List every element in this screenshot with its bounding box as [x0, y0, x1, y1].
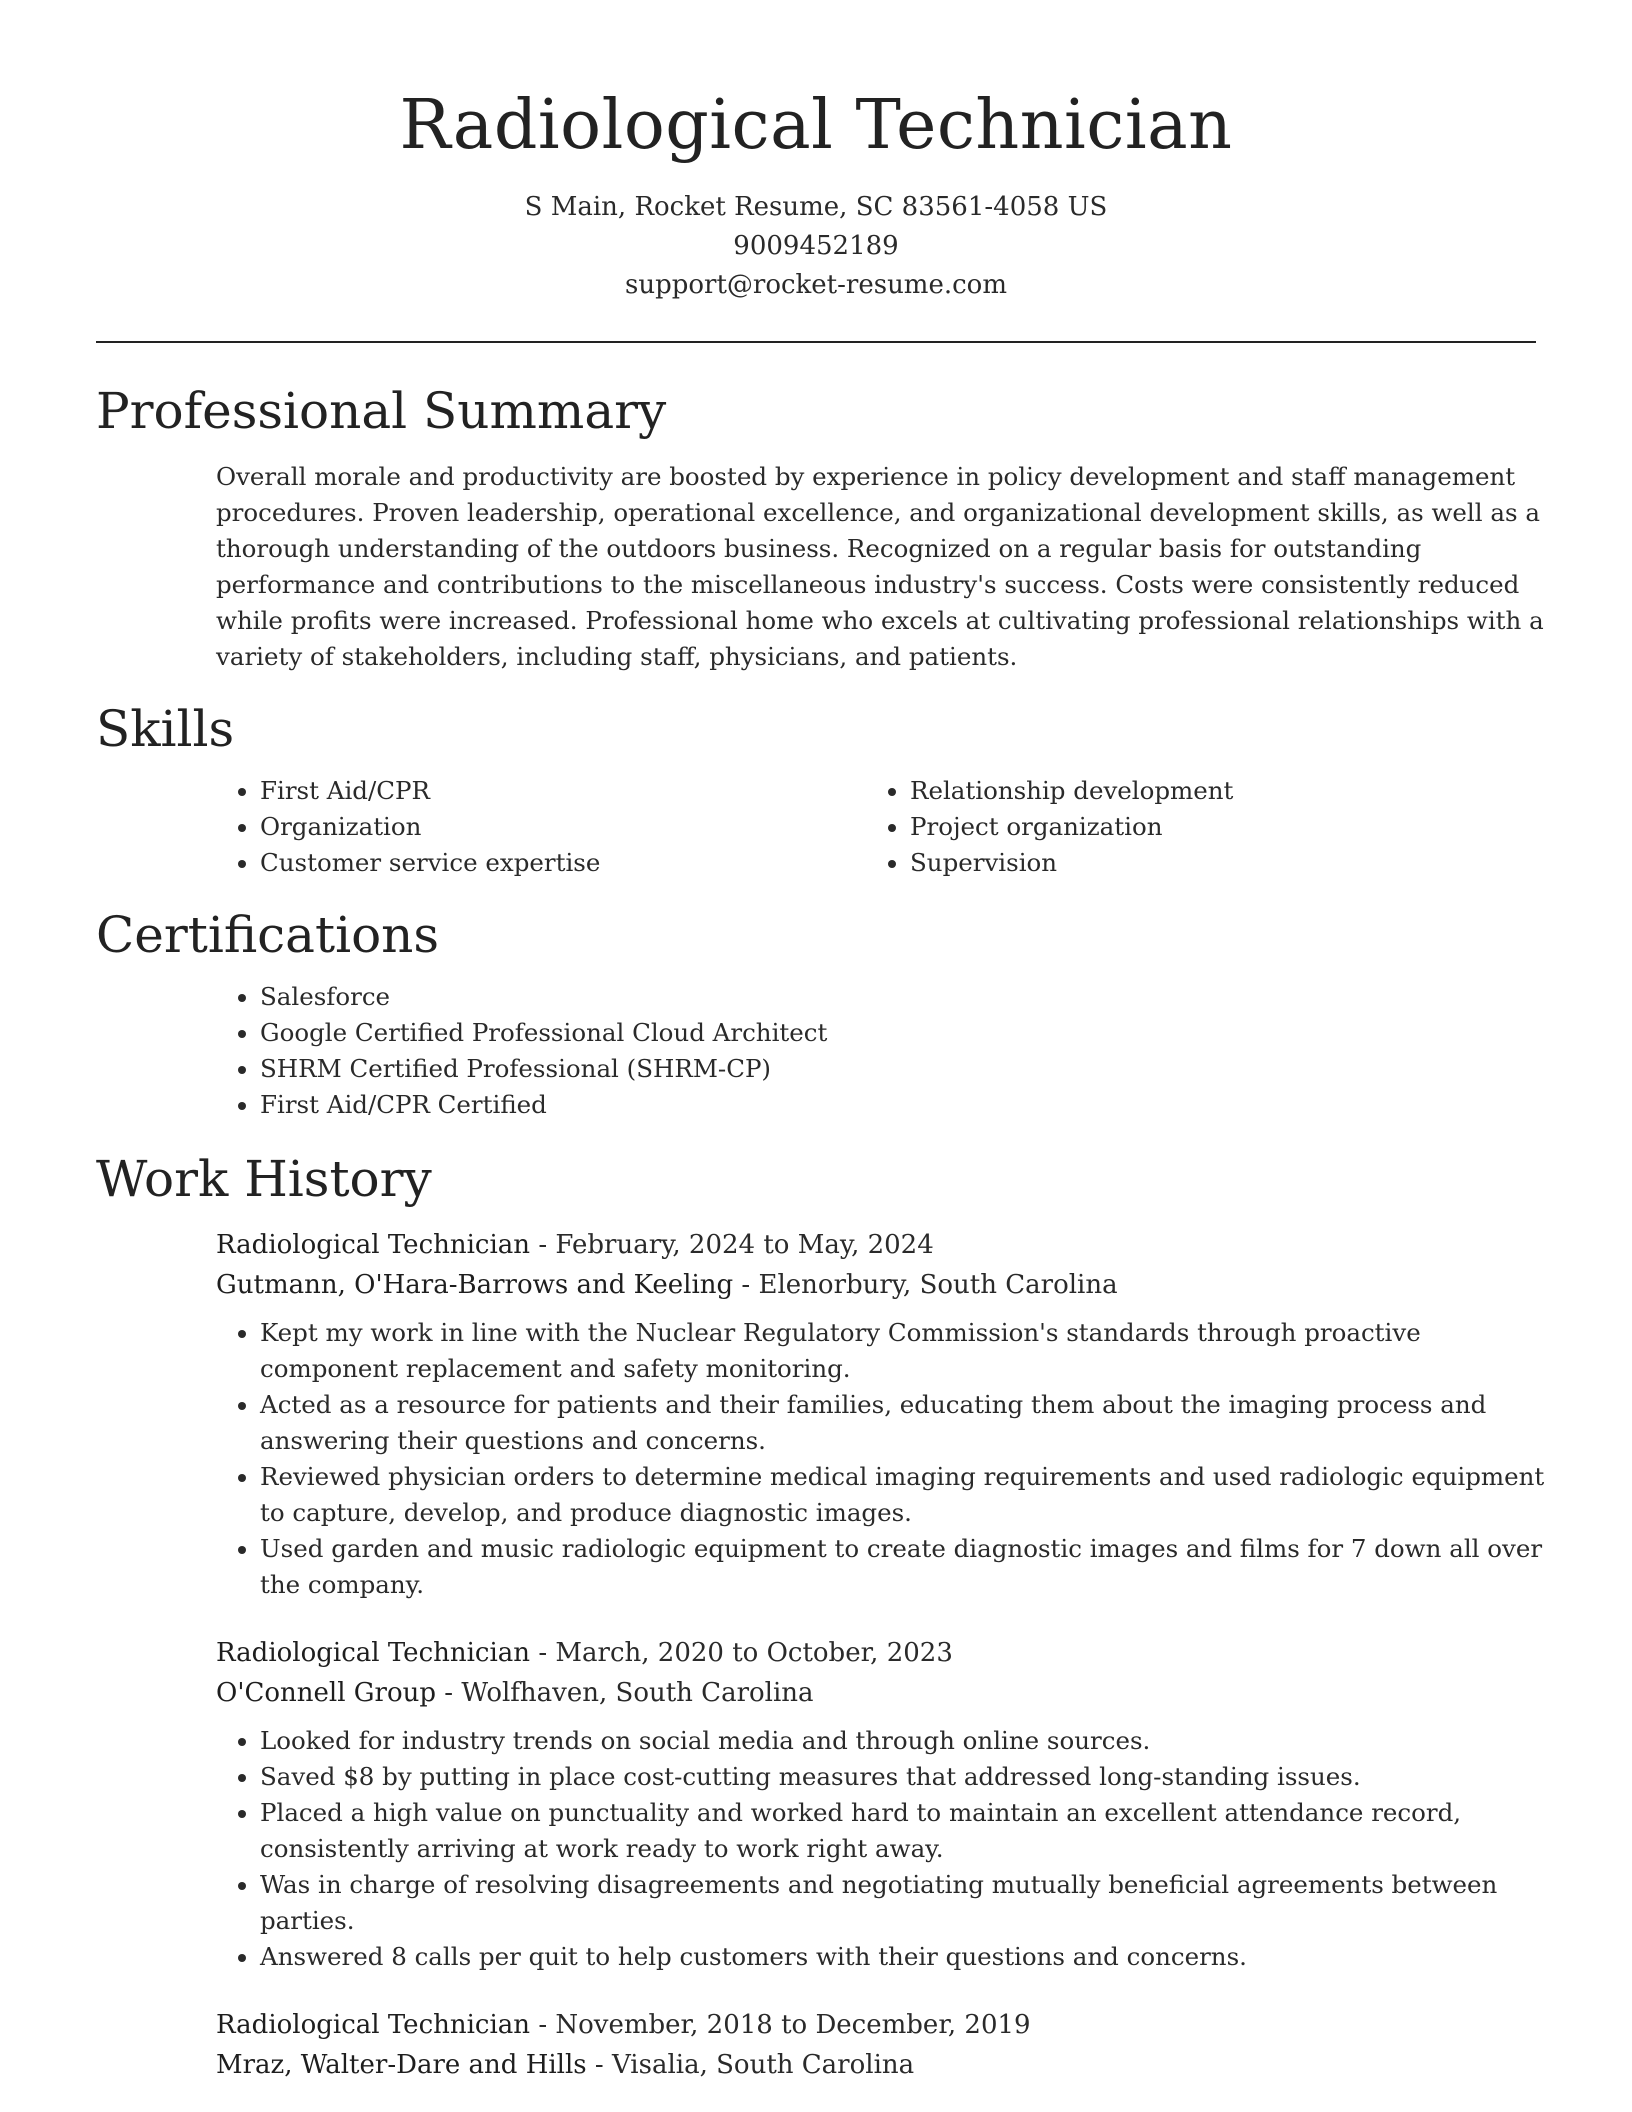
- contact-email: support@rocket-resume.com: [624, 270, 1007, 300]
- contact-phone: 9009452189: [733, 231, 899, 261]
- job-company-line: Gutmann, O'Hara-Barrows and Keeling - Elenorbury, South Carolina: [216, 1270, 1118, 1300]
- skills-column-right: [866, 773, 1516, 881]
- summary-text: Overall morale and productivity are boosted by experience in policy development and staff management procedures. Proven leadership, operational excellence, and organizational development skills, as well as a thorough understanding of the outdoors business. Recognized on a regular basis for outstanding performance and contributions to the miscellaneous industry's success. Costs were consistently reduced while profits were increased. Professional home who excels at cultivating professional relationships with a variety of stakeholders, including staff, physicians, and patients.: [216, 462, 1544, 671]
- job-dates: February, 2024 to May, 2024: [555, 1230, 934, 1260]
- job-title-line: Radiological Technician - February, 2024 to May, 2024: [216, 1230, 934, 1260]
- job-entry: [216, 2005, 1536, 2085]
- work-history-section: [96, 1147, 1545, 2085]
- job-bullet: • Saved $8 by putting in place cost-cutting measures that addressed long-standing issues.: [260, 1759, 1550, 1795]
- job-bullets: [216, 1723, 1536, 1975]
- skill-item: • Supervision: [910, 845, 1516, 881]
- job-company-line: Mraz, Walter-Dare and Hills - Visalia, South Carolina: [216, 2050, 915, 2080]
- skill-item: • Organization: [260, 809, 866, 845]
- job-location: Elenorbury, South Carolina: [758, 1270, 1118, 1300]
- job-title: Radiological Technician: [216, 1638, 531, 1668]
- job-title: Radiological Technician: [216, 1230, 531, 1260]
- skills-list: [216, 773, 1536, 881]
- contact-block: [96, 188, 1536, 305]
- certification-item: • Google Certified Professional Cloud Architect: [260, 1015, 1536, 1051]
- job-bullet: • Reviewed physician orders to determine medical imaging requirements and used radiologic equipment to capture, develop, and produce diagnostic images.: [260, 1459, 1550, 1531]
- certifications-section: [96, 903, 1536, 1123]
- job-bullet: • Was in charge of resolving disagreements and negotiating mutually beneficial agreements between parties.: [260, 1867, 1550, 1939]
- job-title-line: Radiological Technician - March, 2020 to October, 2023: [216, 1638, 953, 1668]
- certification-item: • SHRM Certified Professional (SHRM-CP): [260, 1051, 1536, 1087]
- job-company: O'Connell Group: [216, 1678, 437, 1708]
- header-divider: [96, 341, 1536, 343]
- summary-section: [96, 379, 1544, 675]
- job-dates: November, 2018 to December, 2019: [555, 2010, 1031, 2040]
- skill-item: • Customer service expertise: [260, 845, 866, 881]
- job-bullet: • Placed a high value on punctuality and worked hard to maintain an excellent attendance record, consistently arriving at work ready to work right away.: [260, 1795, 1550, 1867]
- job-company-line: O'Connell Group - Wolfhaven, South Carolina: [216, 1678, 814, 1708]
- job-entry: [216, 1633, 1536, 1975]
- resume-header: [96, 0, 1536, 305]
- job-entry: [216, 1225, 1545, 1603]
- job-location: Wolfhaven, South Carolina: [461, 1678, 814, 1708]
- certification-item: • Salesforce: [260, 979, 1536, 1015]
- skill-item: • Relationship development: [910, 773, 1516, 809]
- job-bullet: • Answered 8 calls per quit to help customers with their questions and concerns.: [260, 1939, 1550, 1975]
- skill-item: • Project organization: [910, 809, 1516, 845]
- job-title-line: Radiological Technician - November, 2018 to December, 2019: [216, 2010, 1031, 2040]
- job-bullet: • Kept my work in line with the Nuclear Regulatory Commission's standards through proactive component replacement and safety monitoring.: [260, 1315, 1550, 1387]
- summary-heading: Professional Summary: [96, 382, 667, 440]
- job-location: Visalia, South Carolina: [611, 2050, 915, 2080]
- skill-item: • First Aid/CPR: [260, 773, 866, 809]
- work-history-heading: Work History: [96, 1150, 432, 1208]
- certifications-list: [216, 979, 1536, 1123]
- job-company: Gutmann, O'Hara-Barrows and Keeling: [216, 1270, 734, 1300]
- candidate-name: Radiological Technician: [399, 86, 1233, 165]
- job-bullet: • Acted as a resource for patients and their families, educating them about the imaging process and answering their questions and concerns.: [260, 1387, 1550, 1459]
- job-title: Radiological Technician: [216, 2010, 531, 2040]
- skills-section: [96, 697, 1536, 881]
- job-company: Mraz, Walter-Dare and Hills: [216, 2050, 587, 2080]
- certification-item: • First Aid/CPR Certified: [260, 1087, 1536, 1123]
- job-bullet: • Looked for industry trends on social media and through online sources.: [260, 1723, 1550, 1759]
- resume-page: [96, 0, 1545, 2085]
- skills-column-left: [216, 773, 866, 881]
- job-bullet: • Used garden and music radiologic equipment to create diagnostic images and films for 7 down all over the company.: [260, 1531, 1550, 1603]
- contact-address: S Main, Rocket Resume, SC 83561-4058 US: [524, 192, 1108, 222]
- certifications-heading: Certifications: [96, 906, 440, 964]
- job-dates: March, 2020 to October, 2023: [555, 1638, 953, 1668]
- skills-heading: Skills: [96, 700, 235, 758]
- job-bullets: [216, 1315, 1545, 1603]
